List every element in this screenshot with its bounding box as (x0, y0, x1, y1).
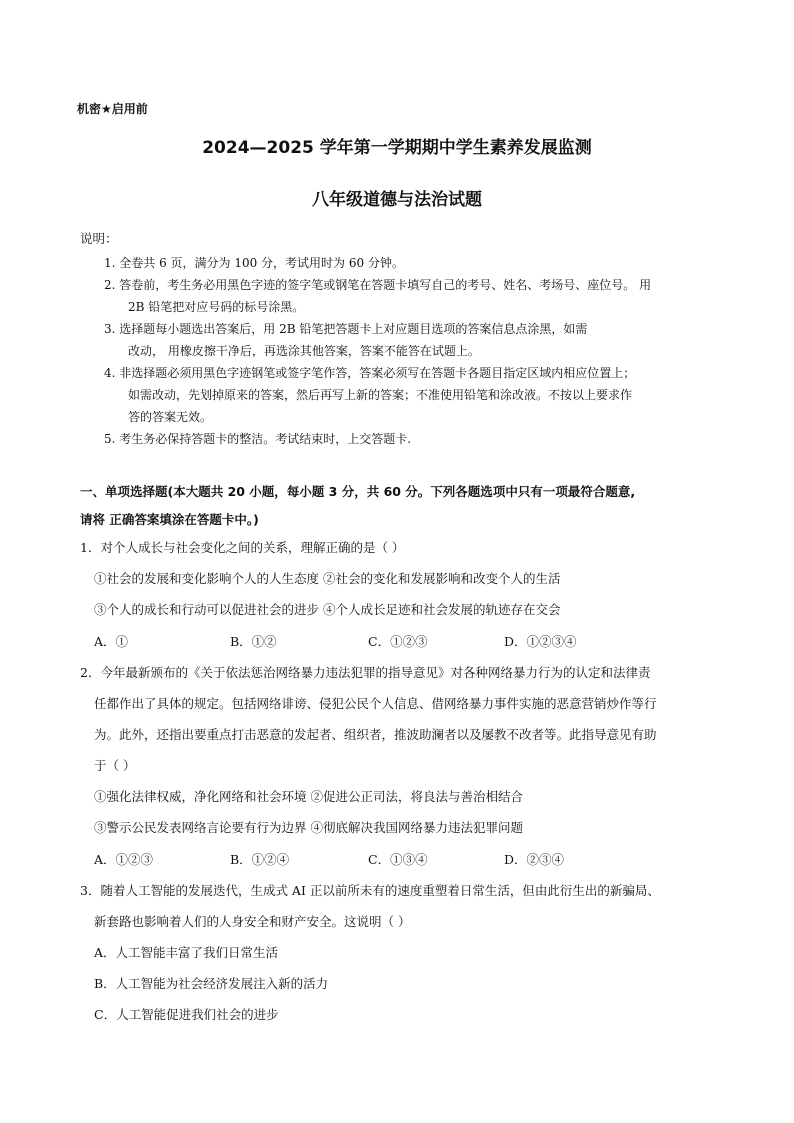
question-3 (80, 875, 720, 1030)
choice-a: A．①②③ (94, 852, 154, 867)
instruction-item (104, 252, 664, 274)
choice-b: B．①② (230, 634, 277, 649)
instructions-list (104, 252, 664, 450)
choice-c: C．人工智能促进我们社会的进步 (94, 1007, 279, 1022)
question-statement: ③警示公民发表网络言论要有行为边界 ④彻底解决我国网络暴力违法犯罪问题 (94, 820, 523, 835)
instruction-item (104, 428, 664, 450)
choice-d: D．①②③④ (504, 634, 577, 649)
question-stem: 为。此外，还指出要重点打击恶意的发起者、组织者，推波助澜者以及屡教不改者等。此指导意见有助 (94, 727, 657, 742)
question-2 (80, 657, 720, 843)
instruction-item (104, 274, 664, 318)
instructions-heading: 说明： (80, 231, 118, 246)
instruction-line: 如需改动，先划掉原来的答案，然后再写上新的答案；不准使用铅笔和涂改液。不按以上要求作 (128, 388, 633, 402)
question-stem: 3．随着人工智能的发展迭代，生成式 AI 正以前所未有的速度重塑着日常生活，但由此衍生出的新骗局、 (80, 883, 660, 898)
section-heading-line: 请将 正确答案填涂在答题卡中。) (80, 512, 259, 527)
exam-subtitle: 八年级道德与法治试题 (312, 190, 482, 210)
choice-a: A．① (94, 634, 129, 649)
instruction-line: 2. 答卷前，考生务必用黑色字迹的签字笔或钢笔在答题卡填写自己的考号、姓名、考场号、座位号。 用 (104, 278, 652, 292)
exam-title: 2024—2025 学年第一学期期中学生素养发展监测 (202, 138, 592, 158)
question-stem: 新套路也影响着人们的人身安全和财产安全。这说明（ ） (94, 914, 411, 929)
choice-a: A．人工智能丰富了我们日常生活 (94, 945, 279, 960)
confidential-label: 机密★启用前 (77, 102, 148, 116)
instruction-line: 4. 非选择题必须用黑色字迹钢笔或签字笔作答，答案必须写在答题卡各题目指定区域内相应位置上； (104, 366, 636, 380)
instruction-item (104, 318, 664, 362)
question-stem: 于（ ） (94, 758, 136, 773)
question-statement: ③个人的成长和行动可以促进社会的进步 ④个人成长足迹和社会发展的轨迹存在交会 (94, 602, 561, 617)
instruction-line: 5. 考生务必保持答题卡的整洁。考试结束时，上交答题卡. (104, 432, 412, 446)
question-stem: 2．今年最新颁布的《关于依法惩治网络暴力违法犯罪的指导意见》对各种网络暴力行为的认定和法律责 (80, 665, 651, 680)
choice-c: C．①③④ (368, 852, 428, 867)
choice-d: D．②③④ (504, 852, 565, 867)
question-statement: ①社会的发展和变化影响个人的人生态度 ②社会的变化和发展影响和改变个人的生活 (94, 571, 561, 586)
instruction-line: 答的答案无效。 (128, 410, 213, 424)
section-heading (80, 478, 720, 534)
instruction-line: 2B 铅笔把对应号码的标号涂黑。 (128, 300, 305, 314)
question-stem: 1．对个人成长与社会变化之间的关系，理解正确的是（ ） (80, 540, 405, 555)
instruction-line: 3. 选择题每小题选出答案后，用 2B 铅笔把答题卡上对应题目选项的答案信息点涂黑，如需 (104, 322, 588, 336)
instruction-line: 改动， 用橡皮擦干净后，再选涂其他答案，答案不能答在试题上。 (128, 344, 480, 358)
instruction-item (104, 362, 664, 428)
question-statement: ①强化法律权威，净化网络和社会环境 ②促进公正司法，将良法与善治相结合 (94, 789, 523, 804)
choice-b: B．①②④ (230, 852, 290, 867)
question-stem: 任都作出了具体的规定。包括网络诽谤、侵犯公民个人信息、借网络暴力事件实施的恶意营销炒作等行 (94, 696, 657, 711)
instruction-line: 1. 全卷共 6 页，满分为 100 分，考试用时为 60 分钟。 (104, 256, 404, 270)
question-1 (80, 532, 720, 625)
choice-b: B．人工智能为社会经济发展注入新的活力 (94, 976, 329, 991)
section-heading-line: 一、单项选择题(本大题共 20 小题，每小题 3 分，共 60 分。下列各题选项中只有一项最符合题意, (80, 484, 636, 499)
choice-c: C．①②③ (368, 634, 428, 649)
